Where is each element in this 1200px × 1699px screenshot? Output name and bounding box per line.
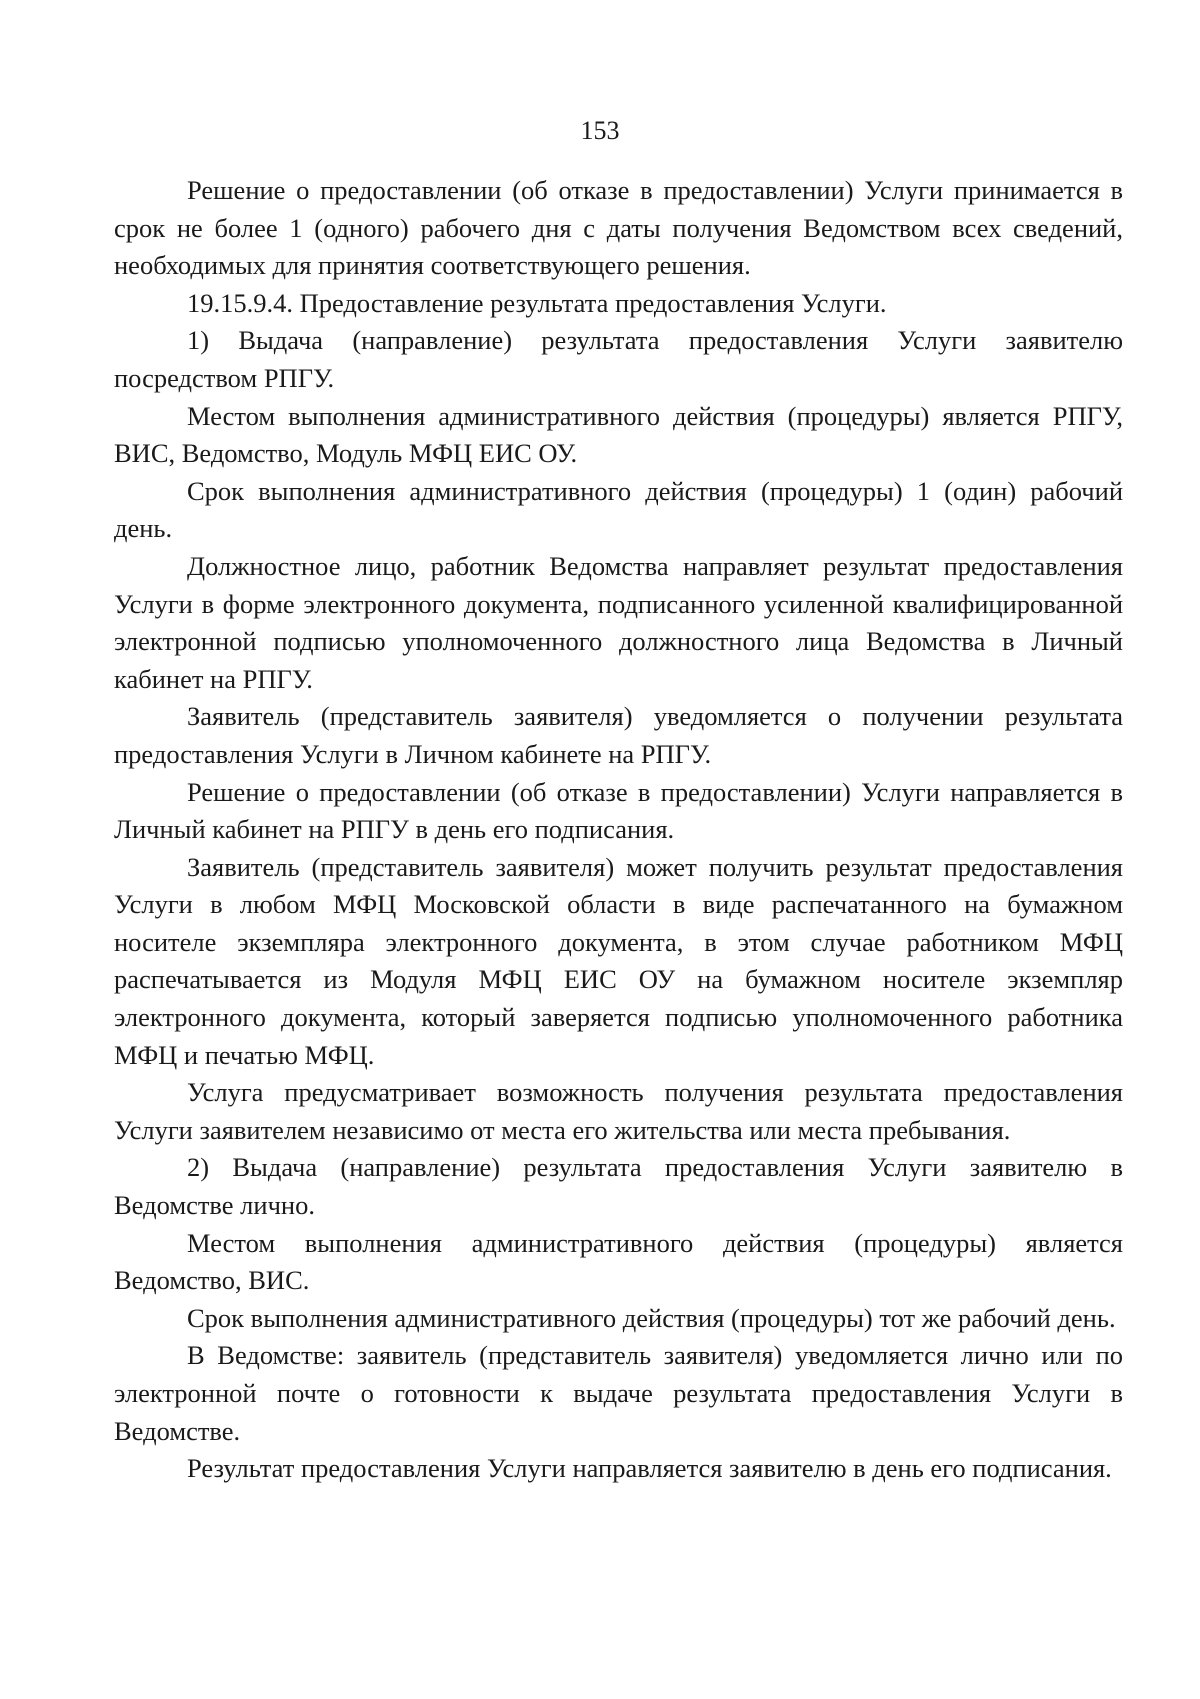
paragraph-applicant-notified: Заявитель (представитель заявителя) уведомляется о получении результата предоставления Услуги в Личном кабинете на РПГУ. [114, 701, 1123, 769]
paragraph-mfc-paper-copy: Заявитель (представитель заявителя) может получить результат предоставления Услуги в любом МФЦ Московской области в виде распечатанного на бумажном носителе экземпляра электронного документа, в этом случае работником МФЦ распечатывается из Модуля МФЦ ЕИС ОУ на бумажном носителе экземпляр электронного документа, который заверяется подписью уполномоченного работника МФЦ и печатью МФЦ. [114, 851, 1123, 1070]
paragraph-result-sent: Результат предоставления Услуги направляется заявителю в день его подписания. [187, 1453, 1112, 1484]
paragraph-place-department: Местом выполнения административного действия (процедуры) является Ведомство, ВИС. [114, 1227, 1123, 1296]
paragraph-item-1-rpgu: 1) Выдача (направление) результата предоставления Услуги заявителю посредством РПГУ. [114, 325, 1123, 393]
paragraph-place-rpgu: Местом выполнения административного действия (процедуры) является РПГУ, ВИС, Ведомство, Модуль МФЦ ЕИС ОУ. [114, 400, 1123, 469]
paragraph-item-2-in-person: 2) Выдача (направление) результата предоставления Услуги заявителю в Ведомстве лично. [114, 1152, 1123, 1221]
paragraph-decision-deadline: Решение о предоставлении (об отказе в предоставлении) Услуги принимается в срок не более 1 (одного) рабочего дня с даты получения Ведомством всех сведений, необходимых для принятия соответствующего решения. [114, 175, 1123, 281]
paragraph-section-heading: 19.15.9.4. Предоставление результата предоставления Услуги. [187, 287, 887, 318]
paragraph-term-rpgu: Срок выполнения административного действия (процедуры) 1 (один) рабочий день. [114, 475, 1123, 544]
paragraph-department-notice: В Ведомстве: заявитель (представитель заявителя) уведомляется лично или по электронной почте о готовности к выдаче результата предоставления Услуги в Ведомстве. [114, 1340, 1123, 1446]
document-body [114, 172, 1123, 1488]
paragraph-term-same-day: Срок выполнения административного действия (процедуры) тот же рабочий день. [187, 1302, 1116, 1333]
page-number: 153 [580, 116, 620, 145]
paragraph-extraterritorial: Услуга предусматривает возможность получения результата предоставления Услуги заявителем независимо от места его жительства или места пребывания. [114, 1077, 1123, 1145]
paragraph-decision-sent: Решение о предоставлении (об отказе в предоставлении) Услуги направляется в Личный кабинет на РПГУ в день его подписания. [114, 776, 1123, 845]
paragraph-official-sends: Должностное лицо, работник Ведомства направляет результат предоставления Услуги в форме электронного документа, подписанного усиленной квалифицированной электронной подписью уполномоченного должностного лица Ведомства в Личный кабинет на РПГУ. [114, 550, 1123, 694]
